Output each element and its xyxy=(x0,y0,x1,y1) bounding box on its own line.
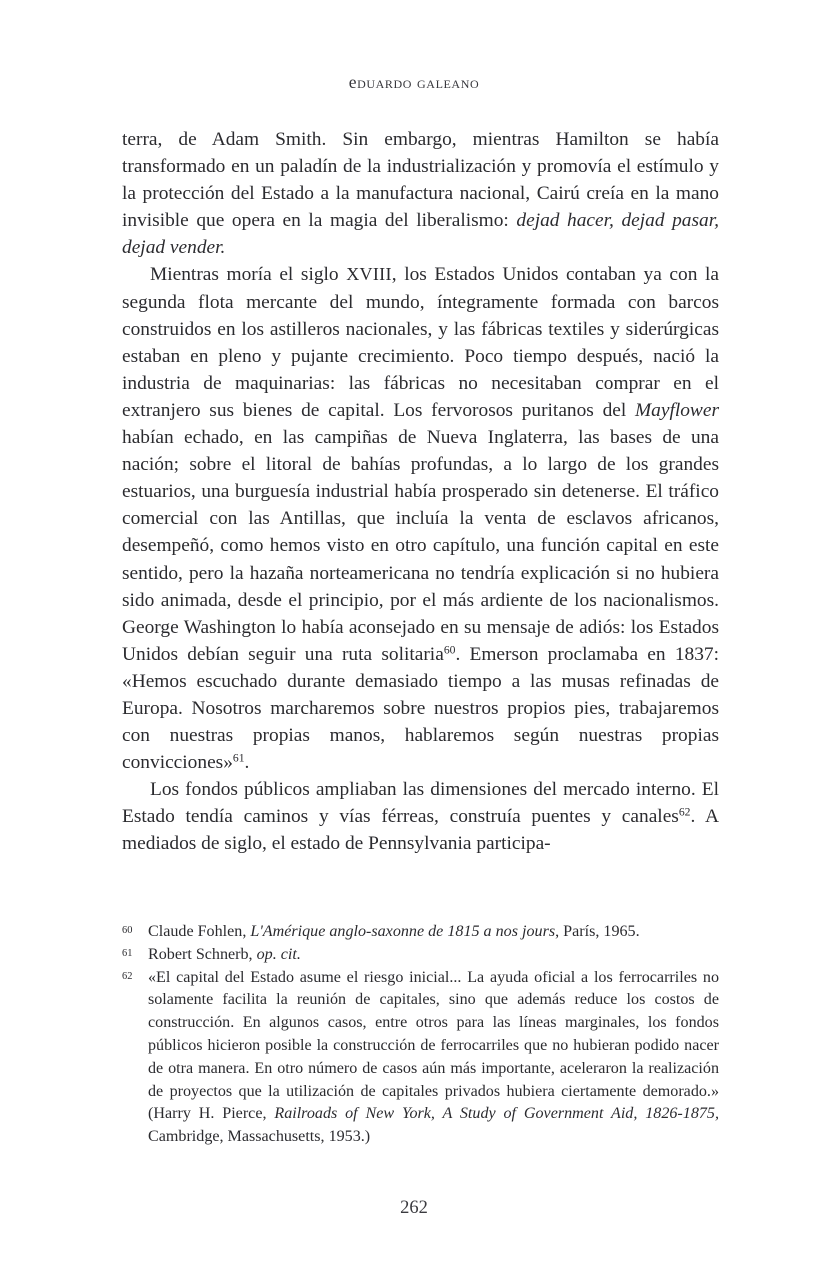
footnote-marker-60: 60 xyxy=(122,925,133,936)
paragraph-2-run-a: Mientras moría el siglo xyxy=(150,264,347,286)
paragraph-2-run-b: , los Estados Unidos contaban ya con la segunda flota mercante del mundo, íntegramente formada con barcos construidos en los astilleros nacionales, y las fábricas textiles y siderúrgicas estaban en pleno y pujante crecimiento. Poco tiempo después, nació la industria de maquinarias: las fábricas no necesitaban comprar en el extranjero sus bienes de capital. Los fervorosos puritanos del xyxy=(122,264,719,421)
footnote-62-title: Railroads of New York, A Study of Government Aid, 1826-1875, xyxy=(274,1105,719,1123)
footnote-62-run-b: Cambridge, Massachusetts, 1953.) xyxy=(148,1128,371,1146)
paragraph-2-run-d: . Emerson proclamaba en 1837: «Hemos escuchado durante demasiado tiempo a las musas refinadas de Europa. Nosotros marcharemos sobre nuestros propios pies, trabajaremos con nuestras propias manos, hablaremos según nuestras propias convicciones» xyxy=(122,643,719,774)
footnote-ref-61[interactable]: 61 xyxy=(232,751,245,765)
footnote-61 xyxy=(122,944,719,967)
footnote-ref-62[interactable]: 62 xyxy=(678,805,691,819)
footnote-61-run-a: Robert Schnerb, xyxy=(148,945,257,963)
page-number: 262 xyxy=(400,1198,428,1218)
running-head: eduardo galeano xyxy=(348,72,480,92)
footnote-60-title: L'Amérique anglo-saxonne de 1815 a nos jours xyxy=(250,923,556,940)
footnote-marker-61: 61 xyxy=(122,947,133,959)
footnote-ref-60[interactable]: 60 xyxy=(443,643,456,657)
footnote-62-run-a: «El capital del Estado asume el riesgo inicial... La ayuda oficial a los ferrocarriles no solamente facilita la reunión de capitales, sino que además reduce los costos de construcción. En algunos casos, entre otros para las líneas marginales, los fondos públicos hicieron posible la construcción de ferrocarriles que no hubieran podido nacer de otra manera. En otro número de casos aún más importante, aceleraron la realización de proyectos que la utilización de capitales privados hubiera ciertamente demorado.» (Harry H. Pierce, xyxy=(148,968,719,1123)
footnote-61-opcit: op. cit. xyxy=(256,945,301,963)
paragraph-1 xyxy=(122,126,719,261)
paragraph-2-run-c: habían echado, en las campiñas de Nueva Inglaterra, las bases de una nación; sobre el litoral de bahías profundas, a lo largo de los grandes estuarios, una burguesía industrial había prosperado sin detenerse. El tráfico comercial con las Antillas, que incluía la venta de esclavos africanos, desempeñó, como hemos visto en otro capítulo, una función capital en este sentido, pero la hazaña norteamericana no tendría explicación si no hubiera sido animada, desde el principio, por el más ardiente de los nacionalismos. George Washington lo había aconsejado en su mensaje de adiós: los Estados Unidos debían seguir una ruta solitaria xyxy=(122,427,719,665)
footnote-60-run-a: Claude Fohlen, xyxy=(148,923,251,940)
paragraph-2-run-e: . xyxy=(244,752,250,774)
footnote-60-run-b: , París, 1965. xyxy=(555,923,640,940)
paragraph-3-run-a: Los fondos públicos ampliaban las dimensiones del mercado interno. El Estado tendía caminos y vías férreas, construía puentes y canales xyxy=(122,779,719,828)
footnote-marker-62: 62 xyxy=(122,970,133,982)
century-smallcaps: XVIII xyxy=(346,264,392,285)
paragraph-3-run-b: . A mediados de siglo, el estado de Pennsylvania participa- xyxy=(122,806,719,855)
footnotes-block xyxy=(122,921,719,1149)
paragraph-1-run-plain: terra, de Adam Smith. Sin embargo, mientras Hamilton se había transformado en un paladín de la industrialización y promovía el estímulo y la protección del Estado a la manufactura nacional, Cairú creía en la mano invisible que opera en la magia del liberalismo: xyxy=(122,129,719,232)
mayflower-italic: Mayflower xyxy=(634,399,719,421)
paragraph-1-run-italic: dejad hacer, dejad pasar, dejad vender. xyxy=(122,210,719,259)
body-text-block xyxy=(122,126,719,858)
footnote-62 xyxy=(122,967,719,1149)
paragraph-2 xyxy=(122,261,719,776)
paragraph-3 xyxy=(122,776,719,857)
footnote-60 xyxy=(122,921,719,944)
